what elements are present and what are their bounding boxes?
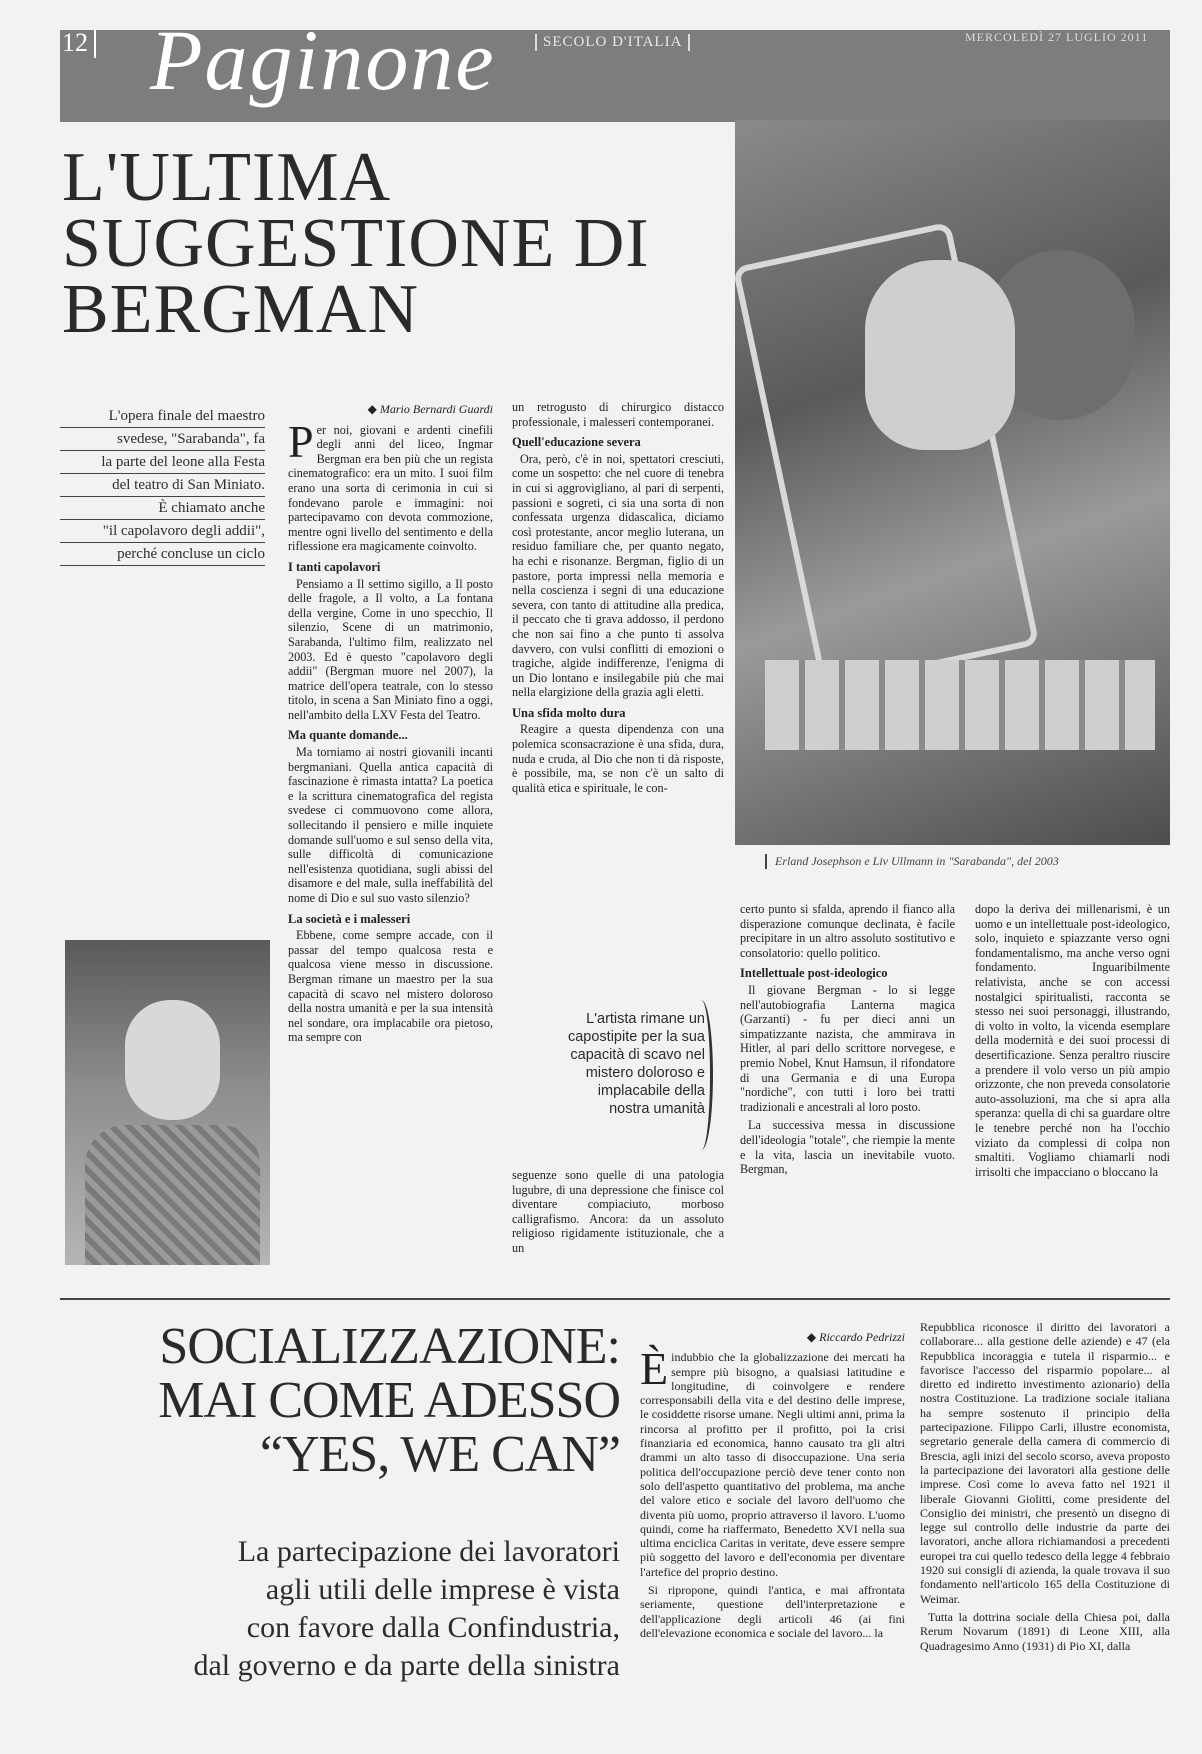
- article-column-2: [512, 400, 724, 799]
- subhead-line: dal governo e da parte della sinistra: [193, 1649, 620, 1682]
- article2-column-2: [920, 1320, 1170, 1657]
- section-title: Paginone: [150, 12, 496, 108]
- shirt-shape: [85, 1125, 260, 1265]
- head-shape: [125, 1000, 220, 1120]
- article2-subhead: [60, 1533, 620, 1685]
- standfirst-line: L'opera finale del maestro: [60, 405, 265, 428]
- main-photo: [735, 120, 1170, 845]
- paragraph: er noi, giovani e ardenti cinefili degli anni del liceo, Ingmar Bergman era ben più che un regista cinematografico: era un mito. I suoi film erano una sorta di cerimonia in cui si fondevano parole e immagini: noi partecipavamo con devota commozione, mentre ogni livello del sentimento e della riflessione era magicamente coinvolto.: [288, 422, 493, 554]
- headline-line: MAI COME ADESSO: [158, 1372, 620, 1429]
- paragraph: Ma torniamo ai nostri giovanili incanti bergmaniani. Quella antica capacità di fascinazione è rimasta intatta? La poetica e la scrittura cinematografica del regista svedese ci commuovono come allora, sollecitando il pensiero e mille inquiete domande sull'uomo e sul senso della vita, sulle difficoltà di comunicazione nell'esistenza quotidiana, sugli abissi del disamore e del male, sulla ineffabilità del nome di Dio e sul suo vasto silenzio?: [288, 745, 493, 905]
- paragraph: Repubblica riconosce il diritto dei lavoratori a collaborare... alla gestione delle aziende) e 47 (ela Repubblica incoraggia e tutela il risparmio... e favorisce l'accesso del risparmio popolare... al diretto ed indiretto investimento azionario) della nostra Costituzione. La tradizione sociale italiana ha sempre sostenuto il principio della partecipazione. Filippo Carli, illustre economista, segretario generale della camera di commercio di Brescia, agli inizi del secolo scorso, aveva proposto la partecipazione dei lavoratori alla gestione delle imprese. Così come lo aveva fatto nel 1921 il liberale Giovanni Giolitti, come presidente del Consiglio dei ministri, che presentò un disegno di legge sul controllo delle industrie da parte dei lavoratori, anche allora richiamandosi a precedenti europei tra cui quello tedesco della legge 4 febbraio 1920 sui consigli di azienda, la quale trovava il suo fondamento nell'articolo 165 della Costituzione di Weimar.: [920, 1320, 1170, 1606]
- article-column-2-continued: [512, 1168, 724, 1260]
- paragraph: dopo la deriva dei millenarismi, è un uomo e un intellettuale post-ideologico, solo, inquieto e spiazzante verso ogni fondamentalismo, ma anche verso ogni fondamento. Inguaribilmente relativista, anche se con accessi nostalgici spiritualisti, racconta se stesso nei suoi personaggi, illustrando, di volto in volto, la vicenda esemplare della modernità e dei suoi processi di desertificazione. Senza peraltro riuscire a prendere il volo verso un più ampio orizzonte, che non preveda consolatorie auto-assoluzioni, ma che si apra alla speranza: quella di chi sa guardare oltre le tenebre perché non ha l'occhio viziato da complessi di colpa non smaltiti. Vogliamo chiamarli nodi irrisolti che impacciano o bloccano la: [975, 902, 1170, 1179]
- subhead-line: con favore dalla Confindustria,: [246, 1611, 620, 1644]
- byline-name: Riccardo Pedrizzi: [819, 1330, 905, 1344]
- byline: ◆ Riccardo Pedrizzi: [806, 1330, 905, 1344]
- standfirst: [60, 405, 265, 566]
- photo-caption: Erland Josephson e Liv Ullmann in "Sarabanda", del 2003: [765, 854, 1059, 869]
- paragraph: La successiva messa in discussione dell'ideologia "totale", che riempie la mente e la vita, lascia un inevitabile vuoto. Bergman,: [740, 1118, 955, 1177]
- article-column-3: [740, 902, 955, 1181]
- headline-line: “YES, WE CAN”: [259, 1426, 620, 1483]
- subhead-line: La partecipazione dei lavoratori: [237, 1535, 620, 1568]
- paragraph: Il giovane Bergman - lo si legge nell'autobiografia Lanterna magica (Garzanti) - fu per dieci anni un simpatizzante nazista, che ammirava in Hitler, al pari dello scrittore norvegese, e premio Nobel, Knut Hamsun, il rifondatore di una Germania e di una Europa "nordiche", con tutti i loro bei tratti tradizionali e ancestrali al loro posto.: [740, 982, 955, 1114]
- subheading: Ma quante domande...: [288, 728, 408, 743]
- article-headline: L'ULTIMA SUGGESTIONE DI BERGMAN: [62, 139, 650, 348]
- dropcap: È: [640, 1343, 669, 1395]
- subheading: Intellettuale post-ideologico: [740, 966, 888, 981]
- paragraph: Ora, però, c'è in noi, spettatori cresciuti, come un sospetto: che nel cuore di tenebra in cui si aggrovigliano, al pari di serpenti, passioni e sogreti, ci sia una sorta di non confessata urgenza didascalica, diciamo così protestante, ancor meglio luterana, un residuo familiare che, per quanto negato, ha echi e risonanze. Bergman, figlio di un pastore, porta impressi nella memoria e nella coscienza i segni di una educazione severa, con tanto di attitudine alla predica, il peccato che ti grava addosso, il perdono che non sai fino a che punto ti assolva davvero, con vulsi conflitti di emozioni o tragiche, algide indifferenze, l'enigma di un Dio lontano e insilegabile più che mai nella elargizione della grazia agli eletti.: [512, 451, 724, 700]
- headline-line: SOCIALIZZAZIONE:: [159, 1318, 620, 1375]
- article-column-4: [975, 902, 1170, 1183]
- paragraph: Ebbene, come sempre accade, con il passar del tempo qualcosa resta e qualcosa viene messo in discussione. Bergman rimane un maestro per la sua capacità di scavo nel mistero doloroso della nostra umanità e per la sua intensità nel sondare, ora implacabile ora pietoso, ma sempre con: [288, 928, 493, 1045]
- standfirst-line: svedese, "Sarabanda", fa: [60, 428, 265, 451]
- article2-headline: [60, 1320, 620, 1482]
- dropcap: P: [288, 415, 314, 467]
- standfirst-line: la parte del leone alla Festa: [60, 451, 265, 474]
- paragraph: un retrogusto di chirurgico distacco professionale, i malesseri contemporanei.: [512, 400, 724, 429]
- paragraph: Reagire a questa dipendenza con una polemica sconsacrazione è una sfida, dura, nuda e cruda, al Dio che non ti dà risposte, è possibile, ma, se non c'è un salto di qualità etica e spirituale, le con-: [512, 722, 724, 795]
- standfirst-line: perché concluse un ciclo: [60, 543, 265, 566]
- standfirst-line: del teatro di San Miniato.: [60, 474, 265, 497]
- article2-column-1: [640, 1330, 905, 1644]
- page-number: 12: [62, 28, 96, 58]
- byline-name: Mario Bernardi Guardi: [379, 402, 493, 416]
- subheading: I tanti capolavori: [288, 559, 381, 574]
- paragraph: Pensiamo a Il settimo sigillo, a Il posto delle fragole, a Il volto, a La fontana della vergine, Come in uno specchio, Il silenzio, Scene di un matrimonio, Sarabanda, l'ultimo film, realizzato nel 2003. Ed è questo "capolavoro degli addii" (Bergman muore nel 2007), la matrice dell'opera teatrale, con lo stesso titolo, in scena a San Miniato fino a oggi, nell'ambito della LXV Festa del Teatro.: [288, 576, 493, 722]
- standfirst-line: È chiamato anche: [60, 497, 265, 520]
- subheading: Una sfida molto dura: [512, 705, 626, 720]
- subhead-line: agli utili delle imprese è vista: [265, 1573, 620, 1606]
- man-figure: [865, 260, 1015, 450]
- portrait-photo: [65, 940, 270, 1265]
- bench-shape: [765, 660, 1155, 750]
- masthead: SECOLO D'ITALIA: [535, 34, 690, 51]
- dateline: MERCOLEDÌ 27 LUGLIO 2011: [965, 30, 1149, 44]
- standfirst-line: "il capolavoro degli addii",: [60, 520, 265, 543]
- paragraph: certo punto si sfalda, aprendo il fianco alla disperazione comunque declinata, è facile precipitare in un altro assoluto sostitutivo e consolatorio: quello politico.: [740, 902, 955, 960]
- pull-quote-bracket: [690, 1000, 713, 1150]
- subheading: Quell'educazione severa: [512, 435, 641, 450]
- paragraph: Si ripropone, quindi l'antica, e mai affrontata seriamente, questione dell'interpretazione e dell'applicazione degli articoli 46 (ai fini dell'elevazione economica e sociale del lavoro... la: [640, 1583, 905, 1640]
- paragraph: indubbio che la globalizzazione dei mercati ha sempre più bisogno, a qualsiasi latitudine e longitudine, di coinvolgere e rendere corresponsabili della vita e del destino delle imprese, le cosiddette risorse umane. Negli ultimi anni, prima la rincorsa al profitto per il profitto, poi la crisi finanziaria ed economica, hanno causato tra gli altri drammi un alto tasso di disoccupazione. Una seria politica dell'occupazione perciò deve tener conto non solo dell'aspetto quantitativo del problema, ma anche del valore etico e sociale del lavoro dell'uomo che diventa più uomo, proprio attraverso il lavoro. L'uomo quindi, come ha riaffermato, Benedetto XVI nella sua ultima enciclica Caritas in veritate, deve essere sempre più soggetto del lavoro e dell'economia per diventare l'artefice del proprio destino.: [640, 1350, 905, 1579]
- paragraph: seguenze sono quelle di una patologia lugubre, di una depressione che finisce col diventare compiaciuto, morboso calligrafismo. Ancora: da un assoluto religioso rigidamente istituzionale, che a un: [512, 1168, 724, 1255]
- pull-quote: L'artista rimane un capostipite per la sua capacità di scavo nel mistero doloroso e implacabile della nostra umanità: [567, 1011, 705, 1117]
- article-divider: [60, 1298, 1170, 1300]
- article-column-1: [288, 402, 493, 1049]
- paragraph: Tutta la dottrina sociale della Chiesa poi, dalla Rerum Novarum (1891) di Leone XIII, alla Quadragesimo Anno (1931) di Pio XI, dalla: [920, 1609, 1170, 1653]
- byline: ◆ Mario Bernardi Guardi: [367, 402, 493, 416]
- subheading: La società e i malesseri: [288, 911, 411, 926]
